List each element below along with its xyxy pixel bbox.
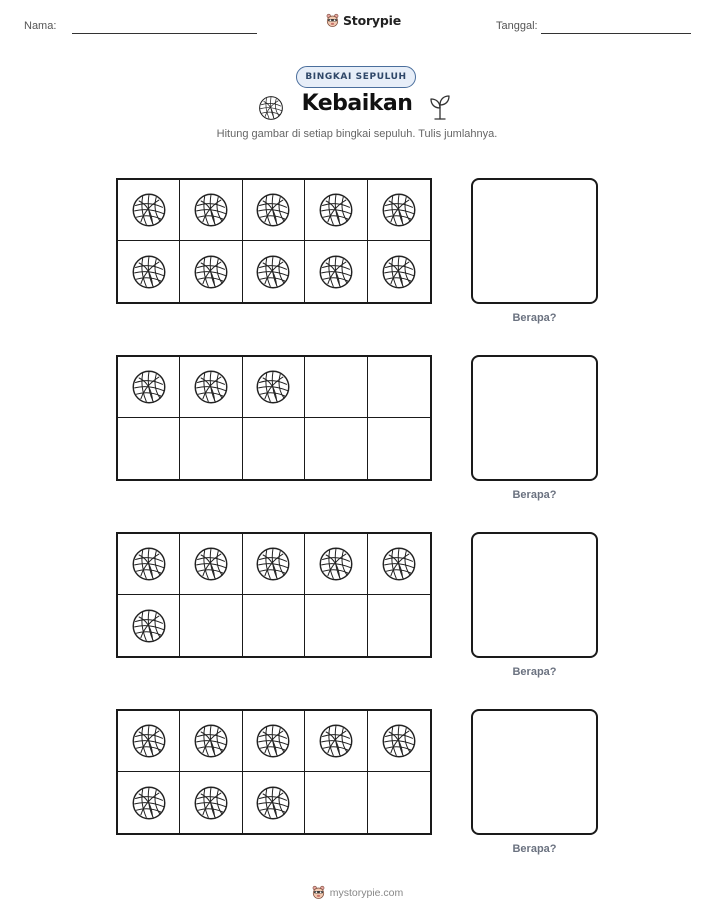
frame-cell xyxy=(180,180,242,241)
frame-cell xyxy=(180,241,242,302)
frame-cell xyxy=(305,534,367,595)
frame-cell xyxy=(180,357,242,418)
frame-cell xyxy=(118,595,180,656)
frame-cell xyxy=(368,595,430,656)
woven-ball-icon xyxy=(318,192,354,228)
woven-ball-icon xyxy=(131,608,167,644)
answer-prompt-3: Berapa? xyxy=(512,666,557,678)
frame-cell xyxy=(243,595,305,656)
answer-box-1[interactable] xyxy=(471,178,598,304)
frame-cell xyxy=(180,711,242,772)
frame-cell xyxy=(180,418,242,479)
woven-ball-icon xyxy=(318,546,354,582)
frame-cell xyxy=(243,772,305,833)
brand-name: Storypie xyxy=(343,13,401,28)
frame-cell xyxy=(368,180,430,241)
frame-cell xyxy=(243,711,305,772)
frame-cell xyxy=(243,357,305,418)
answer-prompt-4: Berapa? xyxy=(512,843,557,855)
answer-box-2[interactable] xyxy=(471,355,598,481)
woven-ball-icon xyxy=(255,723,291,759)
name-line[interactable] xyxy=(72,33,257,34)
woven-ball-icon xyxy=(131,785,167,821)
frame-cell xyxy=(118,772,180,833)
instructions: Hitung gambar di setiap bingkai sepuluh. Tulis jumlahnya. xyxy=(216,128,498,140)
name-label: Nama: xyxy=(24,20,57,32)
ten-frame-4 xyxy=(116,709,432,835)
woven-ball-icon xyxy=(131,546,167,582)
frame-cell xyxy=(305,418,367,479)
frame-cell xyxy=(180,534,242,595)
woven-ball-icon xyxy=(258,95,284,121)
frame-cell xyxy=(305,711,367,772)
footer xyxy=(0,885,714,900)
woven-ball-icon xyxy=(381,192,417,228)
woven-ball-icon xyxy=(381,254,417,290)
frame-cell xyxy=(368,418,430,479)
storypie-mascot-icon xyxy=(325,13,340,28)
topic-badge: BINGKAI SEPULUH xyxy=(296,66,416,88)
frame-cell xyxy=(368,534,430,595)
frame-cell xyxy=(368,711,430,772)
frame-cell xyxy=(305,180,367,241)
woven-ball-icon xyxy=(193,254,229,290)
frame-cell xyxy=(243,534,305,595)
page-title: Kebaikan xyxy=(301,91,413,116)
frame-cell xyxy=(305,595,367,656)
woven-ball-icon xyxy=(255,192,291,228)
woven-ball-icon xyxy=(131,254,167,290)
frame-cell xyxy=(243,418,305,479)
woven-ball-icon xyxy=(318,254,354,290)
woven-ball-icon xyxy=(193,546,229,582)
frame-cell xyxy=(305,241,367,302)
answer-prompt-2: Berapa? xyxy=(512,489,557,501)
date-line[interactable] xyxy=(541,33,691,34)
frame-cell xyxy=(305,357,367,418)
ten-frame-3 xyxy=(116,532,432,658)
woven-ball-icon xyxy=(131,723,167,759)
answer-prompt-1: Berapa? xyxy=(512,312,557,324)
frame-cell xyxy=(368,772,430,833)
woven-ball-icon xyxy=(131,192,167,228)
woven-ball-icon xyxy=(193,192,229,228)
frame-cell xyxy=(118,180,180,241)
storypie-logo xyxy=(325,13,401,28)
answer-box-3[interactable] xyxy=(471,532,598,658)
woven-ball-icon xyxy=(255,785,291,821)
frame-cell xyxy=(243,180,305,241)
frame-cell xyxy=(118,357,180,418)
ten-frame-2 xyxy=(116,355,432,481)
woven-ball-icon xyxy=(255,254,291,290)
ten-frame-1 xyxy=(116,178,432,304)
frame-cell xyxy=(180,772,242,833)
frame-cell xyxy=(243,241,305,302)
woven-ball-icon xyxy=(255,369,291,405)
woven-ball-icon xyxy=(131,369,167,405)
frame-cell xyxy=(118,534,180,595)
answer-box-4[interactable] xyxy=(471,709,598,835)
footer-url[interactable]: mystorypie.com xyxy=(329,886,404,899)
storypie-mascot-icon xyxy=(311,885,326,900)
frame-cell xyxy=(118,418,180,479)
woven-ball-icon xyxy=(318,723,354,759)
woven-ball-icon xyxy=(193,723,229,759)
woven-ball-icon xyxy=(381,723,417,759)
date-label: Tanggal: xyxy=(496,20,538,32)
frame-cell xyxy=(118,711,180,772)
woven-ball-icon xyxy=(255,546,291,582)
frame-cell xyxy=(368,357,430,418)
frame-cell xyxy=(305,772,367,833)
woven-ball-icon xyxy=(193,369,229,405)
frame-cell xyxy=(368,241,430,302)
frame-cell xyxy=(180,595,242,656)
sprout-icon xyxy=(428,93,452,121)
woven-ball-icon xyxy=(193,785,229,821)
woven-ball-icon xyxy=(381,546,417,582)
frame-cell xyxy=(118,241,180,302)
